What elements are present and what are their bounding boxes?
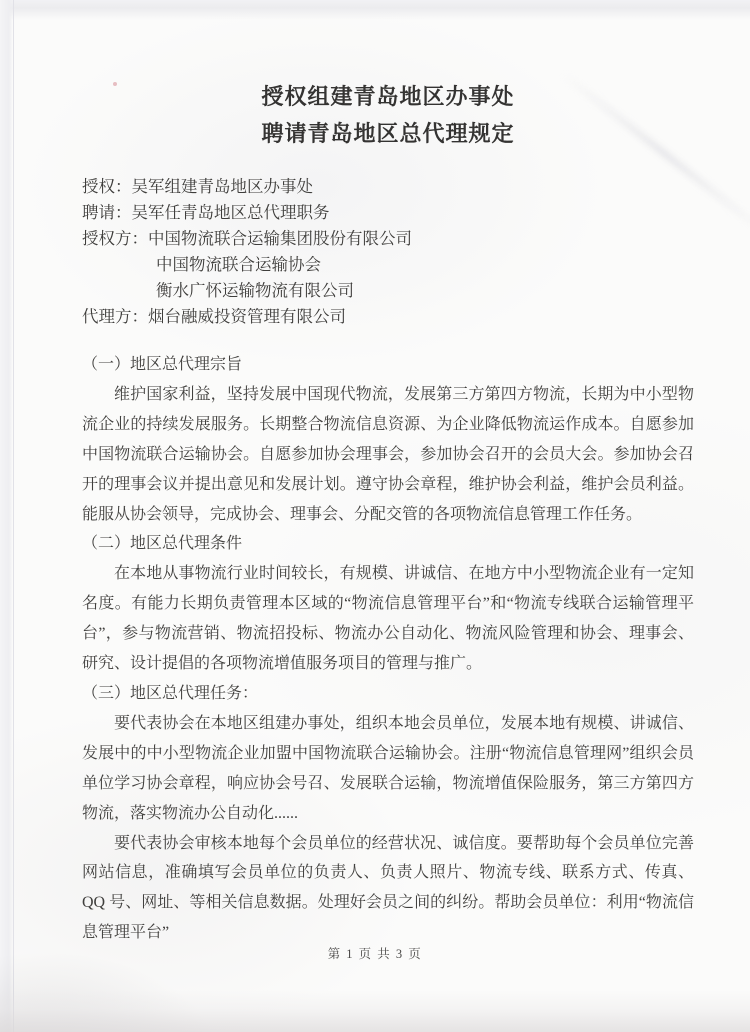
meta-text: 吴军组建青岛地区办事处 [131, 177, 313, 196]
document-title [82, 78, 694, 152]
meta-line [82, 278, 694, 304]
meta-text: 衡水广怀运输物流有限公司 [156, 281, 354, 300]
document-body [82, 350, 694, 948]
scan-paper-edge-left [0, 0, 14, 1032]
meta-line [82, 226, 694, 252]
section-heading: （二）地区总代理条件 [82, 535, 243, 553]
body-paragraph: 要代表协会在本地区组建办事处，组织本地会员单位，发展本地有规模、讲诚信、发展中的中小型物流企业加盟中国物流联合运输协会。注册“物流信息管理网”组织会员单位学习协会章程，响应协会号召、发展联合运输，物流增值保险服务，第三方第四方物流，落实物流办公自动化...... [82, 714, 694, 822]
meta-block [82, 174, 694, 330]
section-heading: （三）地区总代理任务： [82, 684, 259, 702]
meta-text: 中国物流联合运输协会 [156, 255, 321, 274]
meta-line [82, 304, 694, 330]
meta-label: 授权： [82, 177, 132, 196]
meta-line [82, 252, 694, 278]
meta-line [82, 174, 694, 200]
scan-shadow-bottom [0, 990, 750, 1032]
meta-label: 代理方： [82, 307, 148, 326]
document-content [82, 0, 694, 948]
body-paragraph: 要代表协会审核本地每个会员单位的经营状况、诚信度。要帮助每个会员单位完善网站信息，准确填写会员单位的负责人、负责人照片、物流专线、联系方式、传真、QQ 号、网址、等相关信息数据。处理好会员之间的纠纷。帮助会员单位：利用“物流信息管理平台” [82, 834, 694, 942]
body-paragraph: 在本地从事物流行业时间较长，有规模、讲诚信、在地方中小型物流企业有一定知名度。有能力长期负责管理本区域的“物流信息管理平台”和“物流专线联合运输管理平台”，参与物流营销、物流招投标、物流办公自动化、物流风险管理和协会、理事会、研究、设计提倡的各项物流增值服务项目的管理与推广。 [82, 565, 694, 673]
meta-label: 聘请： [82, 203, 132, 222]
document-title-line1: 授权组建青岛地区办事处 [261, 84, 515, 109]
section-heading: （一）地区总代理宗旨 [82, 356, 243, 373]
meta-label: 授权方： [82, 229, 148, 248]
body-paragraph: 维护国家利益，坚持发展中国现代物流，发展第三方第四方物流，长期为中小型物流企业的持续发展服务。长期整合物流信息资源、为企业降低物流运作成本。自愿参加中国物流联合运输协会。自愿参加协会理事会，参加协会召开的会员大会。参加协会召开的理事会议并提出意见和发展计划。遵守协会章程，维护协会利益，维护会员利益。能服从协会领导，完成协会、理事会、分配交管的各项物流信息管理工作任务。 [82, 385, 694, 523]
meta-text: 烟台融威投资管理有限公司 [148, 307, 346, 326]
document-title-line2: 聘请青岛地区总代理规定 [261, 121, 515, 146]
page-number: 第 1 页 共 3 页 [327, 947, 423, 961]
meta-text: 中国物流联合运输集团股份有限公司 [148, 229, 412, 248]
meta-text: 吴军任青岛地区总代理职务 [131, 203, 330, 222]
meta-line [82, 200, 694, 226]
